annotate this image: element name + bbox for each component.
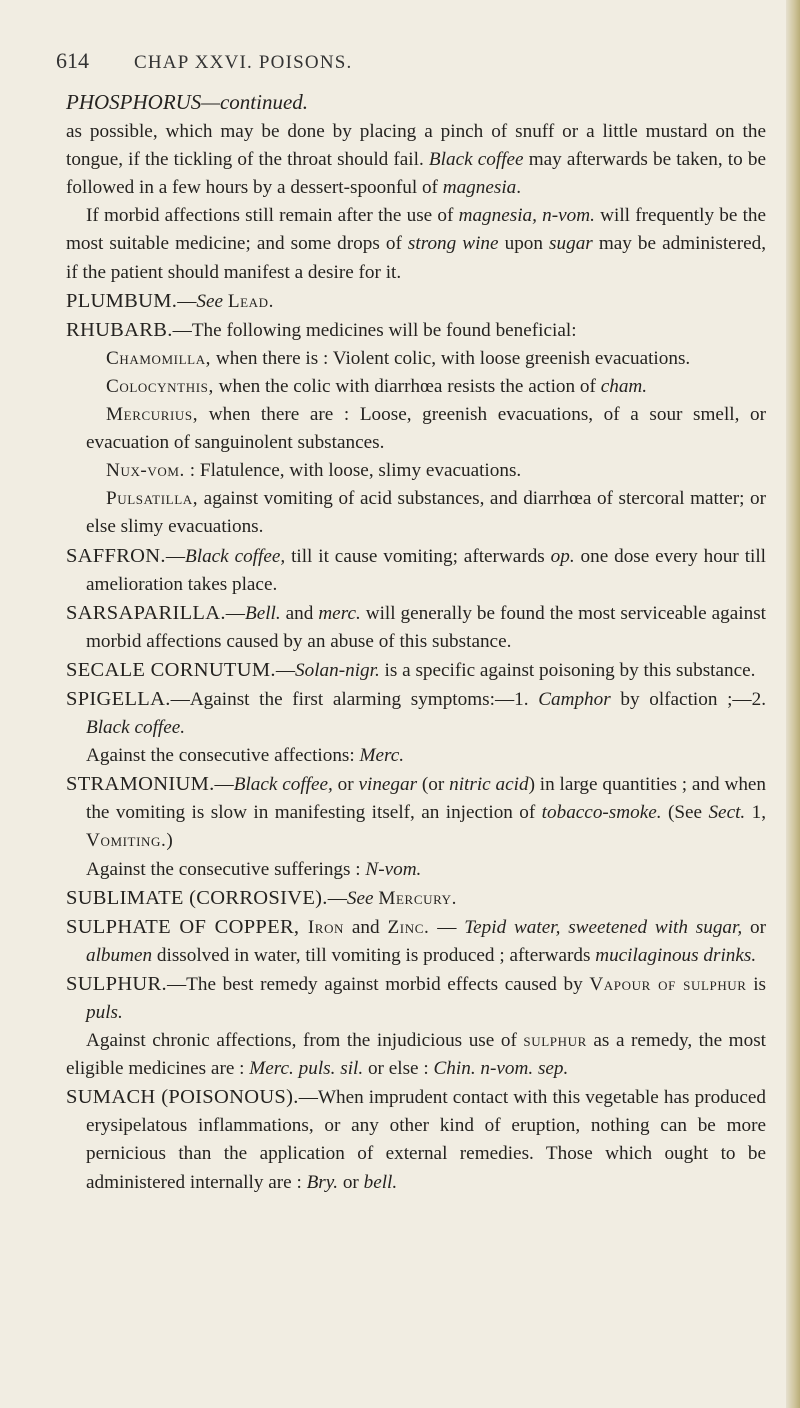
rhubarb-mercurius: Mercurius, when there are : Loose, greenish evacuations, of a sour smell, or evacuation of sanguinolent substances.: [86, 404, 766, 454]
entry-secale-cornutum: SECALE CORNUTUM.—Solan-nigr. is a specific against poisoning by this substance.: [66, 658, 756, 681]
stramonium-consecutive: Against the consecutive sufferings : N-vom.: [86, 858, 422, 880]
entry-sulphur: SULPHUR.—The best remedy against morbid effects caused by Vapour of sulphur is puls.: [66, 972, 766, 1023]
entry-saffron: SAFFRON.—Black coffee, till it cause vomiting; afterwards op. one dose every hour till amelioration takes place.: [66, 544, 767, 595]
entry-sarsaparilla: SARSAPARILLA.—Bell. and merc. will generally be found the most serviceable against morbid affections caused by an abuse of this substance.: [66, 601, 766, 652]
page-header: [56, 48, 766, 88]
entry-plumbum: PLUMBUM.—See Lead.: [66, 289, 275, 312]
rhubarb-colocynthis: Colocynthis, when the colic with diarrhœa resists the action of cham.: [106, 375, 648, 397]
entry-spigella: SPIGELLA.—Against the first alarming symptoms:—1. Camphor by olfaction ;—2. Black coffee.: [66, 687, 766, 739]
rhubarb-pulsatilla: Pulsatilla, against vomiting of acid substances, and diarrhœa of stercoral matter; or else slimy evacuations.: [86, 488, 766, 538]
page-body: [66, 88, 766, 1197]
entry-stramonium: STRAMONIUM.—Black coffee, or vinegar (or nitric acid) in large quantities ; and when the vomiting is slow in manifesting itself, an injection of tobacco-smoke. (See Sect. 1, Vomiting.): [66, 773, 767, 852]
page-edge-shadow: [786, 0, 800, 1408]
spigella-consecutive: Against the consecutive affections: Merc.: [86, 745, 405, 767]
rhubarb-nux-vom: Nux-vom. : Flatulence, with loose, slimy evacuations.: [106, 460, 522, 482]
entry-rhubarb: RHUBARB.—The following medicines will be found beneficial:: [66, 318, 577, 341]
paragraph-phosphorus-continued: as possible, which may be done by placing a pinch of snuff or a little mustard on the tongue, if the tickling of the throat should fail. Black coffee may afterwards be taken, to be followed in a few hours by a dessert-spoonful of magnesia.: [66, 121, 766, 199]
book-page: [56, 48, 767, 1197]
page-number: 614: [56, 48, 89, 73]
running-head: CHAP XXVI. POISONS.: [134, 52, 353, 73]
entry-heading-phosphorus: PHOSPHORUS—continued.: [66, 90, 309, 114]
entry-sumach: SUMACH (POISONOUS).—When imprudent contact with this vegetable has produced erysipelatous inflammations, or any other kind of eruption, nothing can be more pernicious than the application of external remedies. Those which ought to be administered internally are : Bry. or bell.: [66, 1086, 766, 1193]
entry-sulphate-of-copper: SULPHATE OF COPPER, Iron and Zinc. — Tepid water, sweetened with sugar, or albumen dissolved in water, till vomiting is produced ; afterwards mucilaginous drinks.: [66, 915, 766, 966]
entry-sublimate: SUBLIMATE (CORROSIVE).—See Mercury.: [66, 886, 458, 909]
sulphur-chronic: Against chronic affections, from the injudicious use of sulphur as a remedy, the most eligible medicines are : Merc. puls. sil. or else : Chin. n-vom. sep.: [66, 1030, 766, 1080]
paragraph-phosphorus-morbid: If morbid affections still remain after the use of magnesia, n-vom. will frequently be the most suitable medicine; and some drops of strong wine upon sugar may be administered, if the patient should manifest a desire for it.: [66, 205, 767, 283]
rhubarb-chamomilla: Chamomilla, when there is : Violent colic, with loose greenish evacuations.: [106, 347, 691, 369]
